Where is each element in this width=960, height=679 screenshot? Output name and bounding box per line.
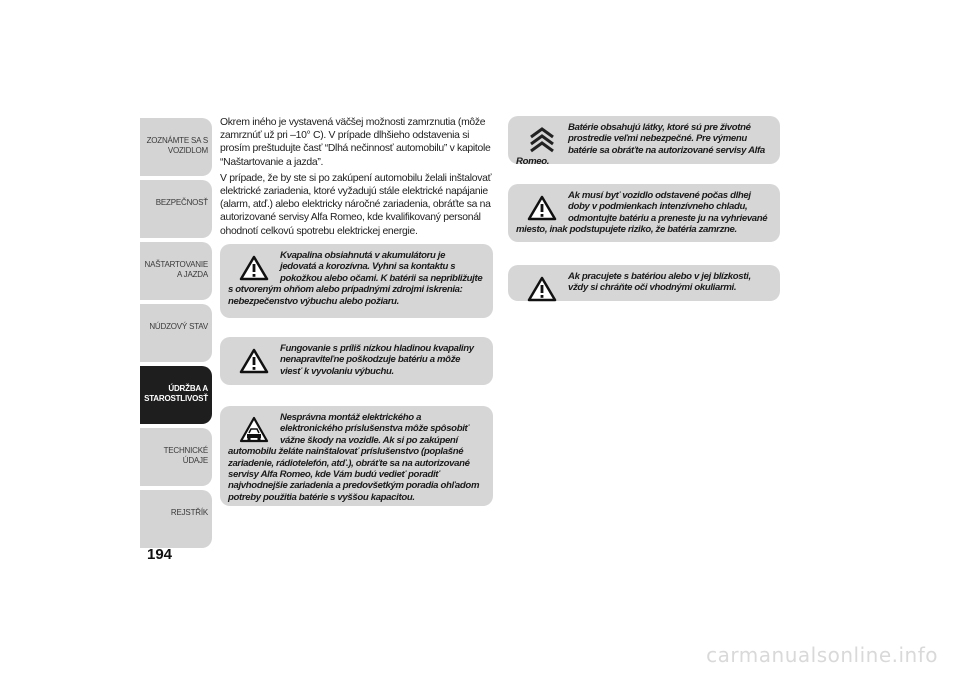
warning-note-glasses xyxy=(508,265,780,301)
warning-icon xyxy=(236,253,272,283)
note-text: Ak musí byť vozidlo odstavené počas dlhej doby v podmienkach intenzívneho chladu, odmontujte batériu a preneste ju na vyhrievané miesto, inak podstupujete riziko, že batéria zamrzne. xyxy=(516,190,768,236)
environment-icon xyxy=(524,125,560,155)
note-text: Fungovanie s príliš nízkou hladinou kvapaliny nenapraviteľne poškodzuje batériu a môže viesť k vyvolaniu výbuchu. xyxy=(280,343,474,377)
tab-technicke-udaje[interactable]: TECHNICKÉ ÚDAJE xyxy=(140,428,212,486)
tab-zoznamte-sa-s-vozidlom[interactable]: ZOZNÁMTE SA S VOZIDLOM xyxy=(140,118,212,176)
tab-bezpecnost[interactable]: BEZPEČNOSŤ xyxy=(140,180,212,238)
tab-nudzovy-stav[interactable]: NÚDZOVÝ STAV xyxy=(140,304,212,362)
tab-udrzba-a-starostlivost[interactable]: ÚDRŽBA A STAROSTLIVOSŤ xyxy=(140,366,212,424)
paragraph-accessories: V prípade, že by ste si po zakúpení automobilu želali inštalovať elektrické zariadenia, ktoré vyžadujú stále elektrické napájanie (alarm, atď.) alebo elektricky náročné zariadenia, obráťte sa na autorizované servisy Alfa Romeo, kde kvalifikovaný personál ohodnotí celkovú spotrebu elektrickej energie. xyxy=(220,172,492,237)
tab-nastartovanie-a-jazda[interactable]: NAŠTARTOVANIE A JAZDA xyxy=(140,242,212,300)
note-text: Batérie obsahujú látky, ktoré sú pre životné prostredie veľmi nebezpečné. Pre výmenu batérie sa obráťte na autorizované servisy Alfa Romeo. xyxy=(516,122,765,168)
warning-note-low-level xyxy=(220,337,493,385)
tab-rejstrik[interactable]: REJSTŘÍK xyxy=(140,490,212,548)
warning-icon xyxy=(524,274,560,304)
warning-note-acid xyxy=(220,244,493,318)
watermark: carmanualsonline.info xyxy=(706,643,938,667)
paragraph-freezing: Okrem iného je vystavená väčšej možnosti zamrznutia (môže zamrznúť už pri –10° C). V prípade dlhšieho odstavenia si prosím preštudujte časť “Dlhá nečinnosť automobilu” v kapitole “Naštartovanie a jazda”. xyxy=(220,117,491,168)
warning-icon xyxy=(236,346,272,376)
environment-note-battery xyxy=(508,116,780,168)
note-text: Nesprávna montáž elektrického a elektronického príslušenstva môže spôsobiť vážne škody na vozidle. Ak si po zakúpení automobilu želáte nainštalovať príslušenstvo (poplašné zariadenie, rádiotelefón, atď.), obráťte sa na autorizované servisy Alfa Romeo, kde Vám budú vedieť poradiť najvhodnejšie zariadenia a predovšetkým poradia ohľadom potreby použitia batérie s vyššou kapacitou. xyxy=(228,412,480,503)
damage-note-accessories xyxy=(220,406,493,506)
note-text: Ak pracujete s batériou alebo v jej blízkosti, vždy si chráňte oči vhodnými okuliarmi. xyxy=(568,271,751,294)
page-number: 194 xyxy=(147,546,173,563)
note-text: Kvapalina obsiahnutá v akumulátoru je jedovatá a korozívna. Vyhni sa kontaktu s pokožkou alebo očami. K batérii sa nepribližujte s otvoreným ohňom alebo prípadnými zdrojmi iskrenia: nebezpečenstvo výbuchu alebo požiaru. xyxy=(228,250,483,307)
warning-note-cold xyxy=(508,184,780,242)
damage-icon xyxy=(236,415,272,445)
left-column xyxy=(220,116,495,241)
warning-icon xyxy=(524,193,560,223)
